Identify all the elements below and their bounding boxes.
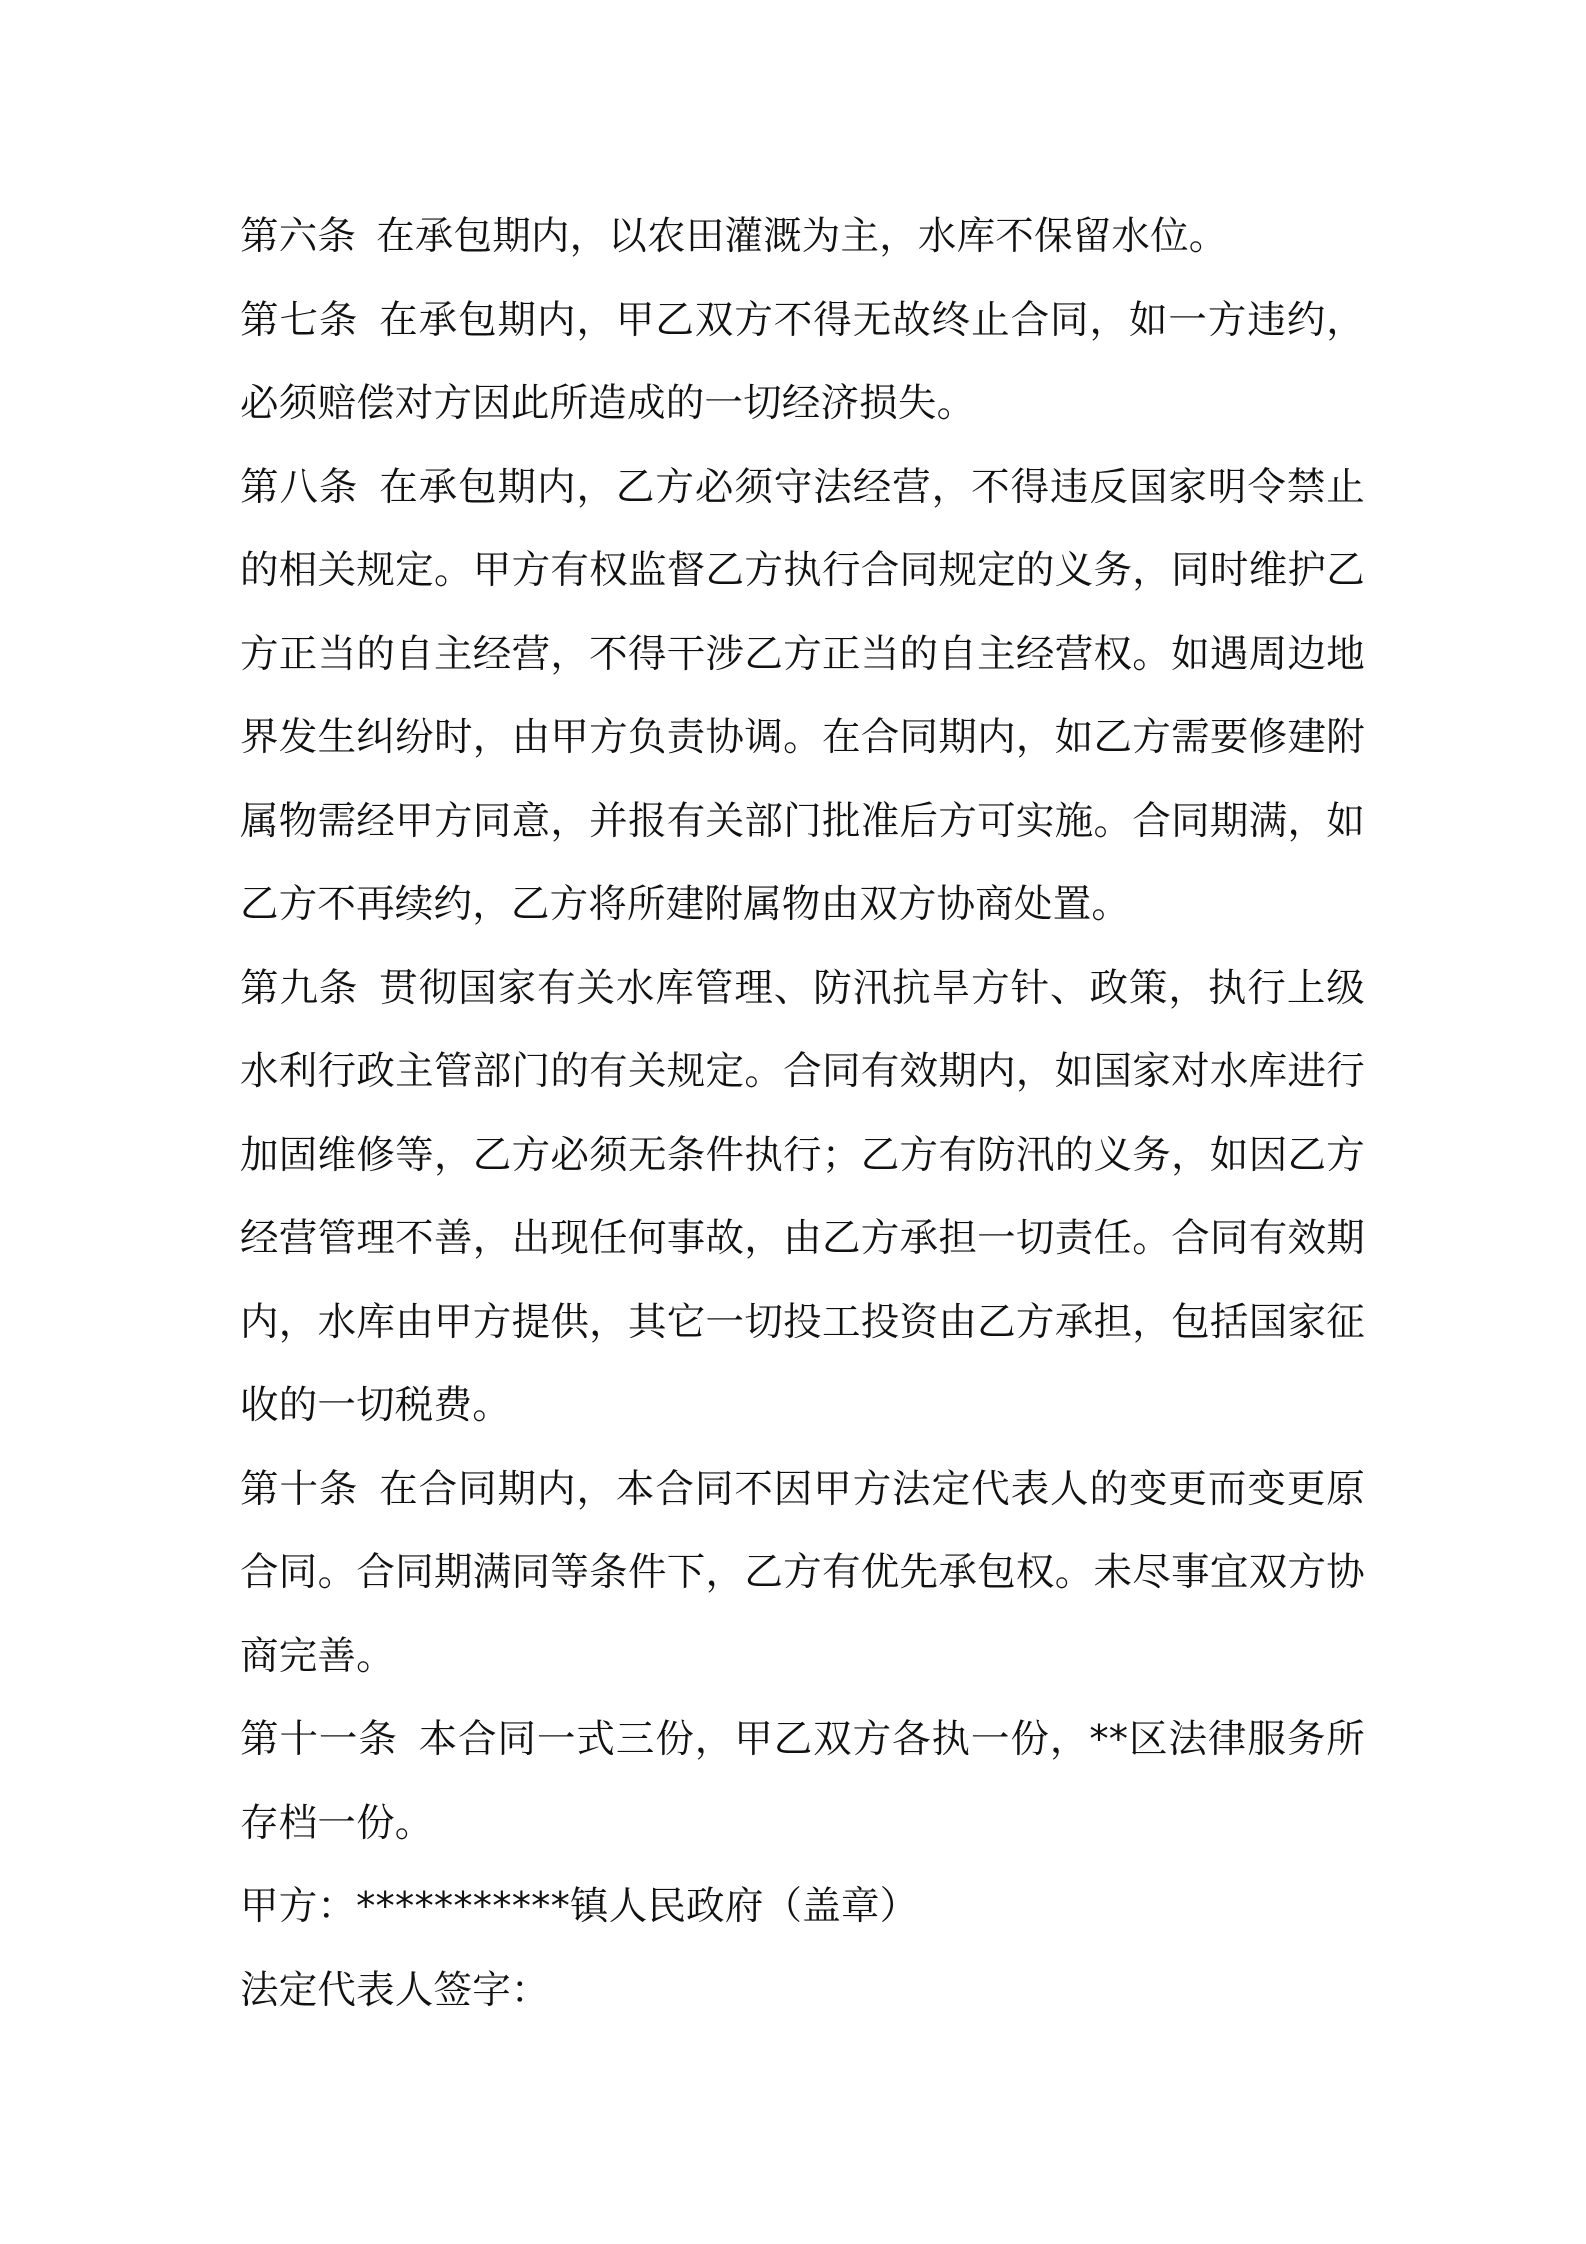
contract-body [240, 195, 1365, 2032]
clause-7 [240, 279, 1365, 446]
clause-10 [240, 1448, 1365, 1699]
clause-text: 本合同一式三份，甲乙双方各执一份，**区法律服务所存档一份。 [240, 1717, 1365, 1846]
clause-9 [240, 947, 1365, 1448]
clause-label: 第十条 [240, 1466, 359, 1512]
clause-6 [240, 195, 1365, 279]
clause-text: 在合同期内，本合同不因甲方法定代表人的变更而变更原合同。合同期满同等条件下，乙方有优先承包权。未尽事宜双方协商完善。 [240, 1466, 1365, 1679]
clause-label: 第九条 [240, 965, 359, 1011]
clause-11 [240, 1698, 1365, 1865]
clause-text: 在承包期内，甲乙双方不得无故终止合同，如一方违约，必须赔偿对方因此所造成的一切经济损失。 [240, 297, 1365, 426]
clause-label: 第七条 [240, 297, 359, 343]
clause-label: 第十一条 [240, 1717, 398, 1762]
party-a-line: 甲方：***********镇人民政府（盖章） [240, 1884, 919, 1929]
clause-text: 贯彻国家有关水库管理、防汛抗旱方针、政策，执行上级水利行政主管部门的有关规定。合同有效期内，如国家对水库进行加固维修等，乙方必须无条件执行；乙方有防汛的义务，如因乙方经营管理不善，出现任何事故，由乙方承担一切责任。合同有效期内，水库由甲方提供，其它一切投工投资由乙方承担，包括国家征收的一切税费。 [240, 965, 1365, 1428]
clause-label: 第六条 [240, 214, 357, 259]
clause-text: 在承包期内，乙方必须守法经营，不得违反国家明令禁止的相关规定。甲方有权监督乙方执行合同规定的义务，同时维护乙方正当的自主经营，不得干涉乙方正当的自主经营权。如遇周边地界发生纠纷时，由甲方负责协调。在合同期内，如乙方需要修建附属物需经甲方同意，并报有关部门批准后方可实施。合同期满，如乙方不再续约，乙方将所建附属物由双方协商处置。 [240, 464, 1365, 927]
clause-label: 第八条 [240, 464, 359, 510]
representative-signature-line: 法定代表人签字： [240, 1967, 550, 2013]
clause-text: 在承包期内，以农田灌溉为主，水库不保留水位。 [376, 214, 1228, 259]
clause-8 [240, 446, 1365, 947]
